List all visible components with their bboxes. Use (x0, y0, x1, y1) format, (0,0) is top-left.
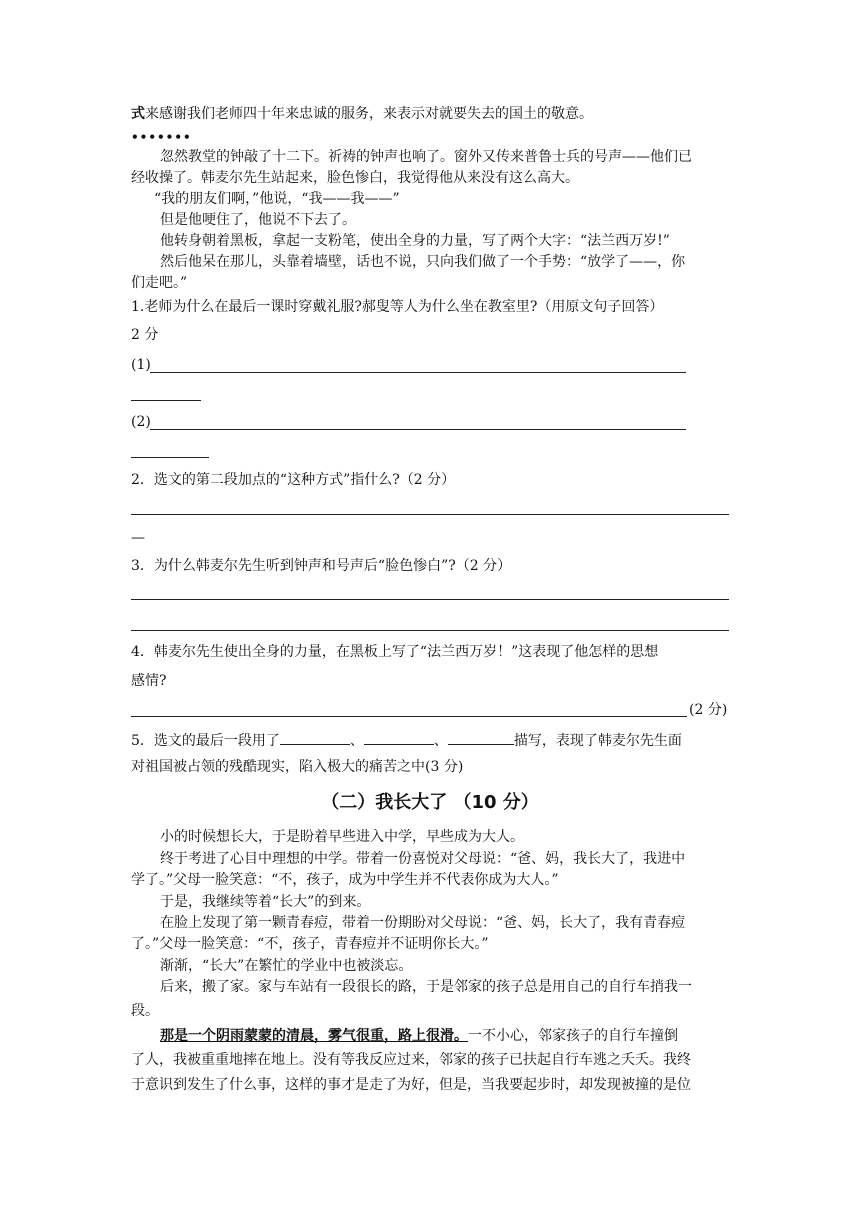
question-2: 2．选文的第二段加点的“这种方式”指什么?（2 分） (131, 472, 456, 488)
passage-line: 了。”父母一脸笑意：“不，孩子，青春痘并不证明你长大。” (131, 936, 489, 952)
passage-line: 终于考进了心目中理想的中学。带着一份喜悦对父母说：“爸、妈，我长大了，我进中 (160, 851, 686, 867)
fill-blank-1[interactable] (280, 730, 350, 745)
answer-line[interactable] (150, 429, 686, 430)
answer-label-2: (2) (131, 414, 151, 430)
passage-line: 他转身朝着黑板，拿起一支粉笔，使出全身的力量，写了两个大字：“法兰西万岁!” (160, 233, 670, 249)
passage-line: “我的朋友们啊，”他说，“我——我——” (154, 191, 400, 207)
passage-line: 忽然教堂的钟敲了十二下。祈祷的钟声也响了。窗外又传来普鲁士兵的号声——他们已 (160, 149, 692, 165)
separator: 、 (433, 733, 448, 749)
question-5-text: 描写，表现了韩麦尔先生面 (513, 733, 682, 749)
answer-line[interactable] (131, 599, 729, 600)
passage-line: 渐渐，“长大”在繁忙的学业中也被淡忘。 (160, 958, 413, 974)
passage-line: 了人，我被重重地摔在地上。没有等我反应过来，邻家的孩子已扶起自行车逃之夭夭。我终 (131, 1052, 691, 1068)
passage-text: 来感谢我们老师四十年来忠诚的服务，来表示对就要失去的国土的敬意。 (145, 106, 593, 122)
passage-line: 在脸上发现了第一颗青春痘，带着一份期盼对父母说：“爸、妈，长大了，我有青春痘 (160, 915, 686, 931)
passage-line: 段。 (131, 1003, 159, 1019)
question-1: 1.老师为什么在最后一课时穿戴礼服?郝叟等人为什么坐在教室里?（用原文句子回答） (131, 299, 664, 315)
answer-line[interactable] (131, 457, 209, 458)
question-5-text: 5．选文的最后一段用了 (131, 733, 280, 749)
answer-label-1: (1) (131, 357, 151, 373)
answer-line[interactable] (131, 630, 729, 631)
passage-text: 一不小心，邻家孩子的自行车撞倒 (468, 1028, 678, 1044)
question-1-score: 2 分 (131, 327, 159, 343)
answer-line[interactable] (131, 514, 729, 515)
answer-line[interactable] (131, 716, 687, 717)
passage-line (160, 1027, 678, 1045)
answer-line[interactable] (131, 400, 201, 401)
passage-line: 经收操了。韩麦尔先生站起来，脸色惨白，我觉得他从来没有这么高大。 (131, 170, 579, 186)
question-4: 4．韩麦尔先生使出全身的力量，在黑板上写了“法兰西万岁！”这表现了他怎样的思想 (131, 644, 659, 660)
fill-blank-3[interactable] (448, 730, 514, 745)
passage-line: 于是，我继续等着“长大”的到来。 (160, 894, 371, 910)
passage-line: 于意识到发生了什么事，这样的事才是走了为好，但是，当我要起步时，却发现被撞的是位 (131, 1077, 691, 1093)
emphasis-dots: ••••••• (131, 130, 192, 144)
answer-line[interactable] (150, 372, 686, 373)
passage-line: 但是他哽住了，他说不下去了。 (160, 212, 356, 228)
section-title: （二）我长大了 （10 分） (321, 792, 539, 813)
dotted-word: 式 (131, 106, 145, 122)
underlined-sentence: 那是一个阴雨蒙蒙的清晨，雾气很重，路上很滑。 (160, 1028, 468, 1044)
question-3: 3．为什么韩麦尔先生听到钟声和号声后“脸色惨白”?（2 分） (131, 558, 512, 574)
question-4-cont: 感情? (131, 673, 167, 689)
question-5 (131, 730, 682, 750)
passage-line (131, 105, 593, 123)
answer-line-tail: — (131, 530, 145, 546)
fill-blank-2[interactable] (364, 730, 434, 745)
question-4-score: (2 分) (689, 702, 728, 718)
passage-line: 小的时候想长大，于是盼着早些进入中学，早些成为大人。 (160, 829, 524, 845)
passage-line: 们走吧。” (131, 275, 188, 291)
separator: 、 (349, 733, 364, 749)
passage-line: 然后他呆在那儿，头靠着墙壁，话也不说，只向我们做了一个手势：“放学了——，你 (160, 254, 686, 270)
passage-line: 后来，搬了家。家与车站有一段很长的路，于是邻家的孩子总是用自己的自行车捎我一 (160, 979, 692, 995)
question-5-cont: 对祖国被占领的残酷现实，陷入极大的痛苦之中(3 分) (131, 759, 464, 775)
passage-line: 学了。”父母一脸笑意：“不，孩子，成为中学生并不代表你成为大人。” (131, 872, 559, 888)
